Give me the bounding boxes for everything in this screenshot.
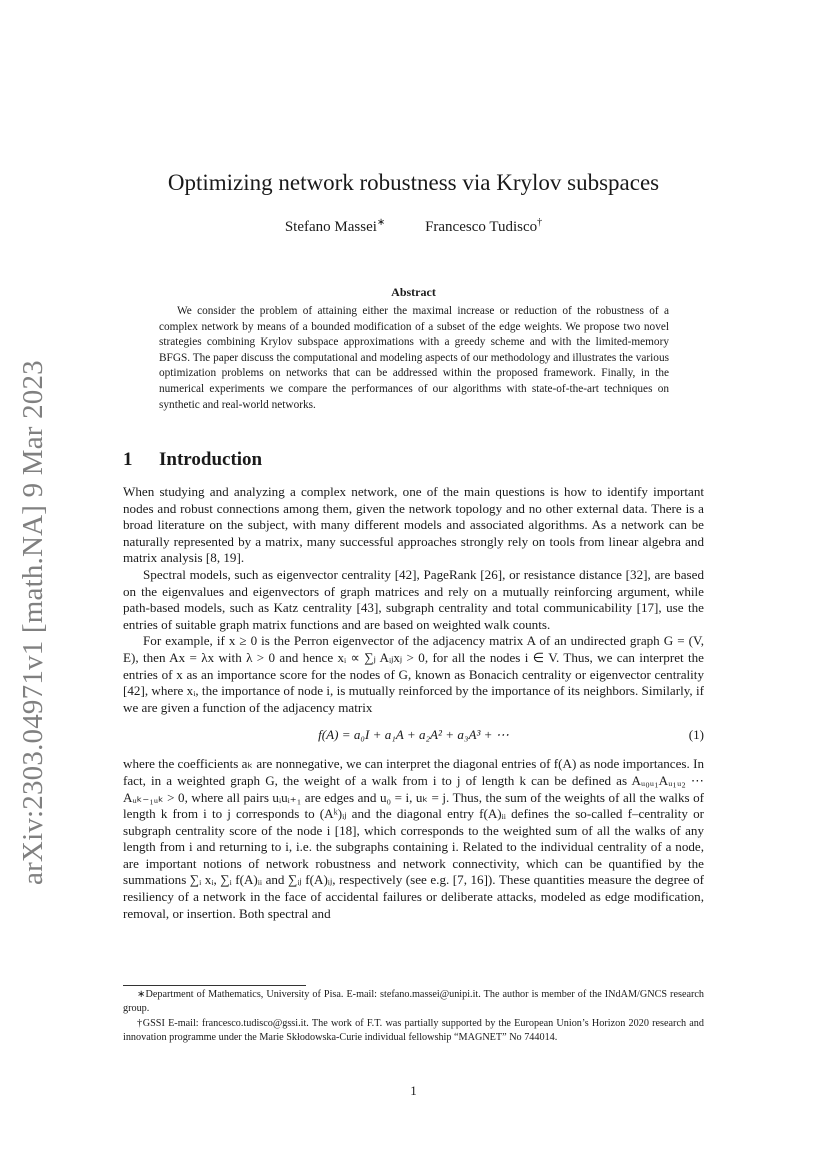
author-footnote-mark: † bbox=[537, 217, 543, 228]
paragraph: Spectral models, such as eigenvector centrality [42], PageRank [26], or resistance distance [32], are based on the eigenvalues and eigenvectors of graph matrices and rely on a mutually reinforcing argument, while path-based models, such as Katz centrality [43], subgraph centrality and total communicability [17], use the entries of suitable graph matrix functions and are based on weighted walk counts. bbox=[123, 566, 704, 632]
equation-expression: f(A) = a₀I + a₁A + a₂A² + a₃A³ + ⋯ bbox=[318, 727, 509, 743]
abstract-text: We consider the problem of attaining either the maximal increase or reduction of the robustness of a complex network by means of a bounded modification of a subset of the edge weights. We propose two novel strategies combining Krylov subspace approximations with a greedy scheme and with the limited-memory BFGS. The paper discuss the computational and modeling aspects of our methodology and illustrates the various optimization problems on networks that can be addressed within the proposed framework. Finally, in the numerical experiments we compare the performances of our algorithms with state-of-the-art techniques on synthetic and real-world networks. bbox=[159, 305, 669, 411]
section-title: Introduction bbox=[159, 449, 263, 470]
paragraph: For example, if x ≥ 0 is the Perron eigenvector of the adjacency matrix A of an undirected graph G = (V, E), then Ax = λx with λ > 0 and hence xᵢ ∝ ∑ⱼ Aᵢⱼxⱼ > 0, for all the nodes i ∈ V. Thus, we can interpret the entries of x as an importance score for the nodes of G, known as Bonacich centrality or eigenvector centrality [42], where xᵢ, the importance of node i, is mutually reinforced by the importance of its neighbors. Similarly, if we are given a function of the adjacency matrix bbox=[123, 633, 704, 715]
author-list bbox=[0, 217, 827, 236]
section-heading bbox=[123, 449, 262, 471]
author-1 bbox=[285, 217, 385, 236]
footnote: †GSSI E-mail: francesco.tudisco@gssi.it. The work of F.T. was partially supported by the European Union’s Horizon 2020 research and innovation programme under the Marie Skłodowska-Curie individual fellowship “MAGNET” No 744014. bbox=[123, 1018, 704, 1043]
author-footnote-mark: ∗ bbox=[376, 217, 386, 228]
paragraph: When studying and analyzing a complex network, one of the main questions is how to identify important nodes and robust connections among them, given the network topology and no other external data. There is a broad literature on the subject, with many different models and associated algorithms. As a network can be naturally represented by a matrix, many successful approaches strongly rely on tools from linear algebra and matrix analysis [8, 19]. bbox=[123, 484, 704, 566]
author-name: Francesco Tudisco bbox=[425, 219, 538, 235]
page-number: 1 bbox=[410, 1083, 417, 1098]
arxiv-identifier-stamp: arXiv:2303.04971v1 [math.NA] 9 Mar 2023 bbox=[17, 360, 49, 885]
author-name: Stefano Massei bbox=[284, 219, 377, 235]
equation-number: (1) bbox=[688, 727, 704, 743]
body-text bbox=[123, 484, 704, 922]
footnote: ∗Department of Mathematics, University of Pisa. E-mail: stefano.massei@unipi.it. The author is member of the INdAM/GNCS research group. bbox=[123, 989, 704, 1014]
footnotes bbox=[123, 988, 704, 1046]
author-2 bbox=[425, 217, 542, 236]
paper-title: Optimizing network robustness via Krylov subspaces bbox=[167, 170, 660, 195]
section-number: 1 bbox=[123, 449, 133, 470]
footnote-divider bbox=[123, 985, 306, 986]
paragraph: where the coefficients aₖ are nonnegative, we can interpret the diagonal entries of f(A) as node importances. In fact, in a weighted graph G, the weight of a walk from i to j of length k can be defined as Aᵤ₀ᵤ₁Aᵤ₁ᵤ₂ ⋯ Aᵤₖ₋₁ᵤₖ > 0, where all pairs uᵢuᵢ₊₁ are edges and u₀ = i, uₖ = j. Thus, the sum of the weights of all the walks of length k from i to j corresponds to (Aᵏ)ᵢⱼ and the diagonal entry f(A)ᵢᵢ defines the so-called f–centrality or subgraph centrality score of the node i [18], which corresponds to the weighted sum of all the walks of any length from i and returning to i, i.e. the subgraphs containing i. Related to the individual centrality of a node, are important notions of network robustness and network connectivity, which can be quantified by the summations ∑ᵢ xᵢ, ∑ᵢ f(A)ᵢᵢ and ∑ᵢⱼ f(A)ᵢⱼ, respectively (see e.g. [7, 16]). These quantities measure the degree of resiliency of a network in the face of accidental failures or deliberate attacks, modeled as edge modification, removal, or insertion. Both spectral and bbox=[123, 756, 704, 921]
equation-1 bbox=[123, 716, 704, 756]
abstract-heading: Abstract bbox=[391, 285, 436, 299]
